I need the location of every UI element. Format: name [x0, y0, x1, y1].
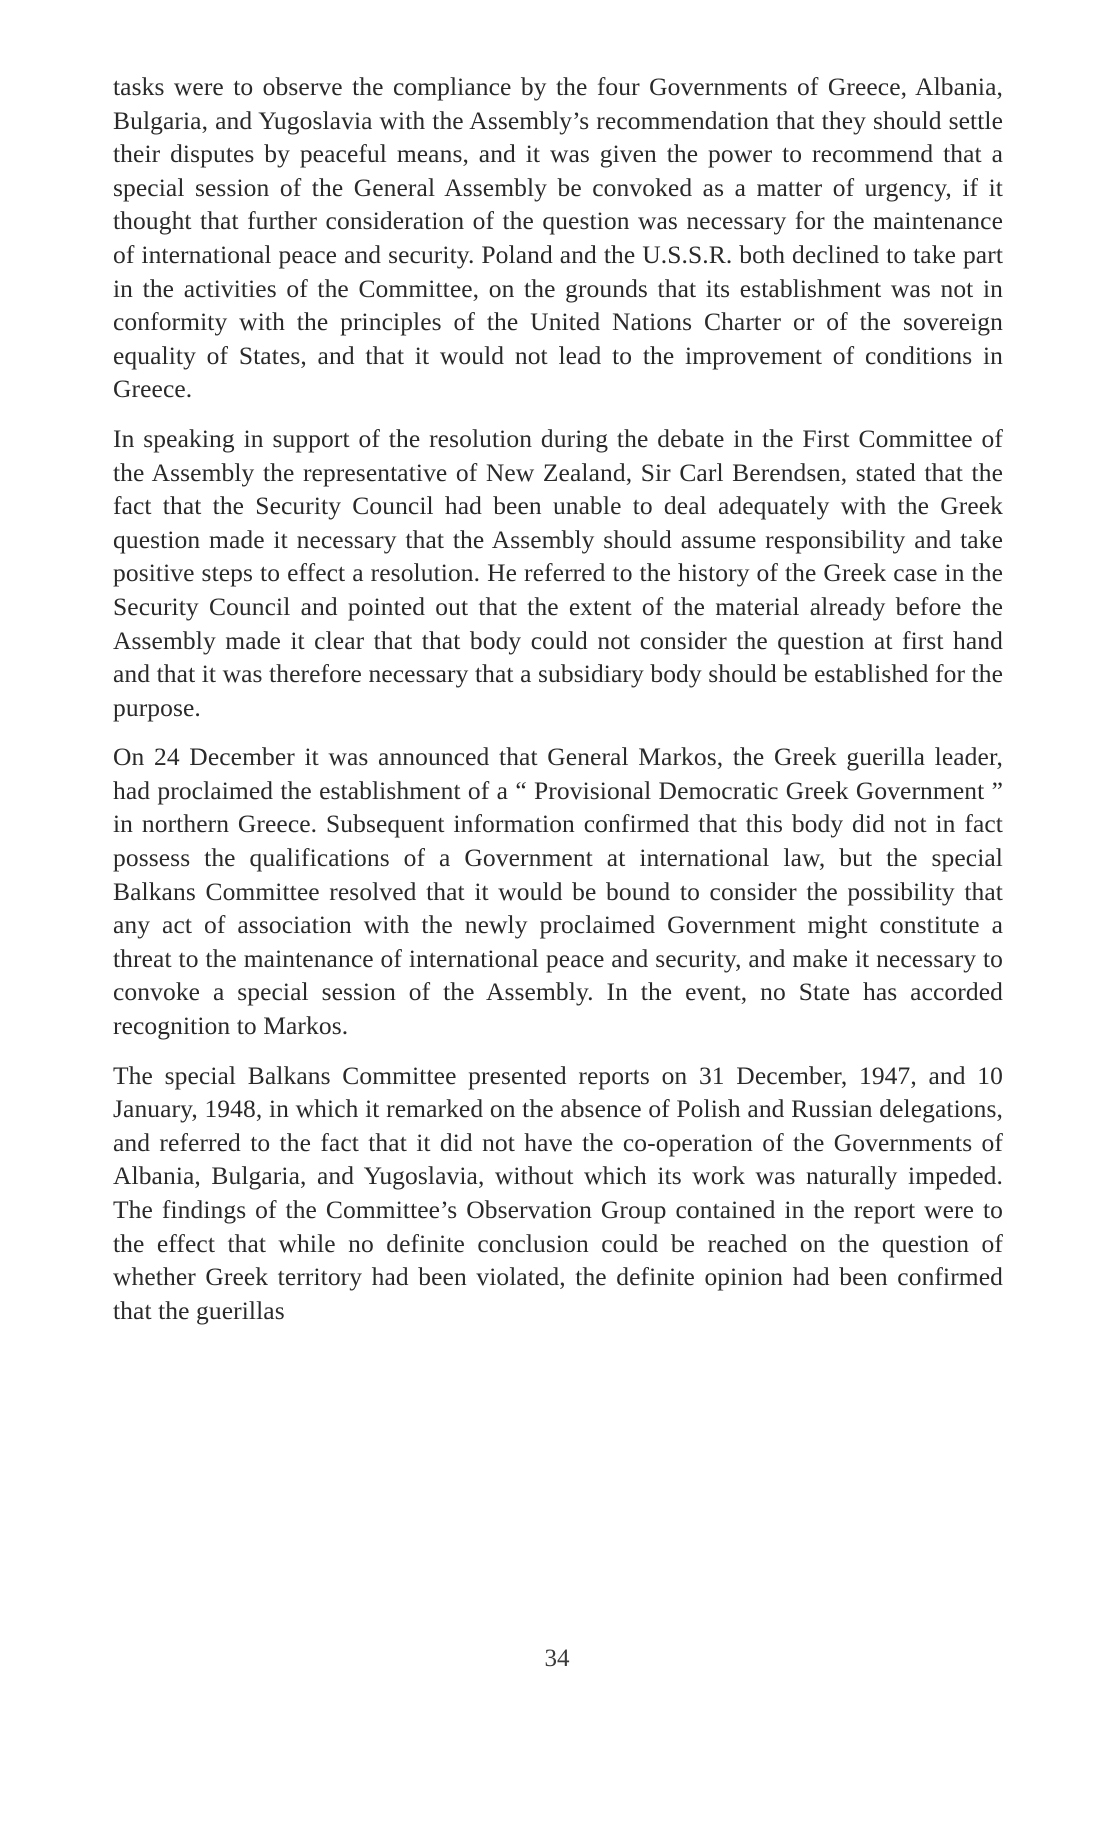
paragraph-2: In speaking in support of the resolution during the debate in the First Committee of the Assembly the representative of New Zealand, Sir Carl Berendsen, stated that the fact that the Security Council had been unable to deal adequately with the Greek question made it necessary that the Assembly should assume responsibility and take positive steps to effect a resolution. He referred to the history of the Greek case in the Security Council and pointed out that the extent of the material already before the Assembly made it clear that that body could not consider the question at first hand and that it was therefore necessary that a subsidiary body should be established for the purpose. — [113, 423, 1003, 722]
paragraph-3: On 24 December it was announced that General Markos, the Greek guerilla leader, had proclaimed the establishment of a “ Provisional Democratic Greek Government ” in northern Greece. Subsequent information confirmed that this body did not in fact possess the qualifications of a Government at international law, but the special Balkans Committee resolved that it would be bound to consider the possibility that any act of association with the newly proclaimed Government might constitute a threat to the maintenance of international peace and security, and make it necessary to convoke a special session of the Assembly. In the event, no State has accorded recognition to Markos. — [113, 742, 1003, 1041]
paragraph-4: The special Balkans Committee presented reports on 31 December, 1947, and 10 January, 1948, in which it remarked on the absence of Polish and Russian delegations, and referred to the fact that it did not have the co-operation of the Governments of Albania, Bulgaria, and Yugoslavia, without which its work was naturally impeded. The findings of the Committee’s Observation Group contained in the report were to the effect that while no definite conclusion could be reached on the question of whether Greek territory had been violated, the definite opinion had been confirmed that the guerillas — [113, 1060, 1003, 1325]
paragraph-1: tasks were to observe the compliance by the four Governments of Greece, Albania, Bulgaria, and Yugoslavia with the Assembly’s recommendation that they should settle their disputes by peaceful means, and it was given the power to recommend that a special session of the General Assembly be convoked as a matter of urgency, if it thought that further consideration of the question was necessary for the maintenance of international peace and security. Poland and the U.S.S.R. both declined to take part in the activities of the Committee, on the grounds that its establishment was not in conformity with the principles of the United Nations Charter or of the sovereign equality of States, and that it would not lead to the improvement of conditions in Greece. — [113, 72, 1003, 404]
page-number: 34 — [544, 1645, 570, 1672]
page-body — [113, 70, 1003, 1343]
